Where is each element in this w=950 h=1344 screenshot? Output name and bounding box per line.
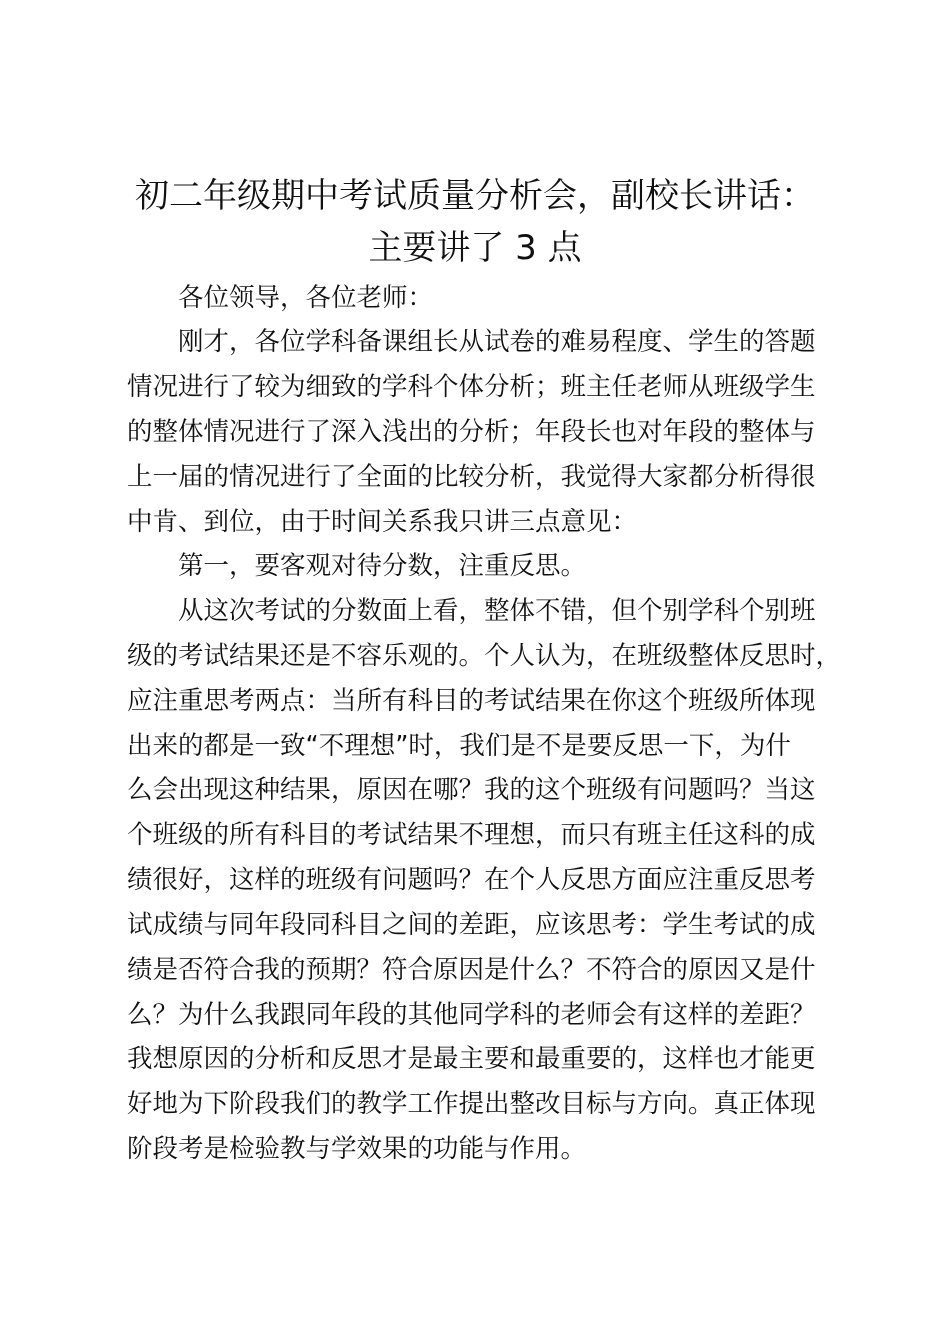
paragraph-line: 级的考试结果还是不容乐观的。个人认为，在班级整体反思时，: [127, 641, 842, 671]
paragraph-line: 个班级的所有科目的考试结果不理想，而只有班主任这科的成: [127, 820, 816, 850]
section-heading: 第一，要客观对待分数，注重反思。: [178, 551, 587, 581]
paragraph-line: 情况进行了较为细致的学科个体分析；班主任老师从班级学生: [127, 372, 816, 402]
document-title-line-2: 主要讲了 3 点: [368, 228, 582, 268]
paragraph-line: 好地为下阶段我们的教学工作提出整改目标与方向。真正体现: [127, 1089, 816, 1119]
paragraph-line: 的整体情况进行了深入浅出的分析；年段长也对年段的整体与: [127, 417, 816, 447]
paragraph-line: 么？为什么我跟同年段的其他同学科的老师会有这样的差距？: [127, 1000, 816, 1030]
paragraph-line: 我想原因的分析和反思才是最主要和最重要的，这样也才能更: [127, 1044, 816, 1074]
paragraph-line: 刚才，各位学科备课组长从试卷的难易程度、学生的答题: [178, 327, 816, 357]
paragraph-line: 么会出现这种结果，原因在哪？我的这个班级有问题吗？当这: [127, 775, 816, 805]
paragraph-line: 出来的都是一致“不理想”时，我们是不是要反思一下，为什: [127, 731, 791, 761]
document-title-line-1: 初二年级期中考试质量分析会，副校长讲话：: [135, 176, 815, 216]
paragraph-line: 中肯、到位，由于时间关系我只讲三点意见：: [127, 507, 638, 537]
paragraph-line: 绩很好，这样的班级有问题吗？在个人反思方面应注重反思考: [127, 865, 816, 895]
paragraph-line: 上一届的情况进行了全面的比较分析，我觉得大家都分析得很: [127, 462, 816, 492]
paragraph-line: 试成绩与同年段同科目之间的差距，应该思考：学生考试的成: [127, 910, 816, 940]
paragraph-line: 从这次考试的分数面上看，整体不错，但个别学科个别班: [178, 596, 816, 626]
paragraph-line: 绩是否符合我的预期？符合原因是什么？不符合的原因又是什: [127, 955, 816, 985]
paragraph-line: 应注重思考两点：当所有科目的考试结果在你这个班级所体现: [127, 686, 816, 716]
salutation: 各位领导，各位老师：: [178, 283, 434, 313]
paragraph-line: 阶段考是检验教与学效果的功能与作用。: [127, 1134, 587, 1164]
